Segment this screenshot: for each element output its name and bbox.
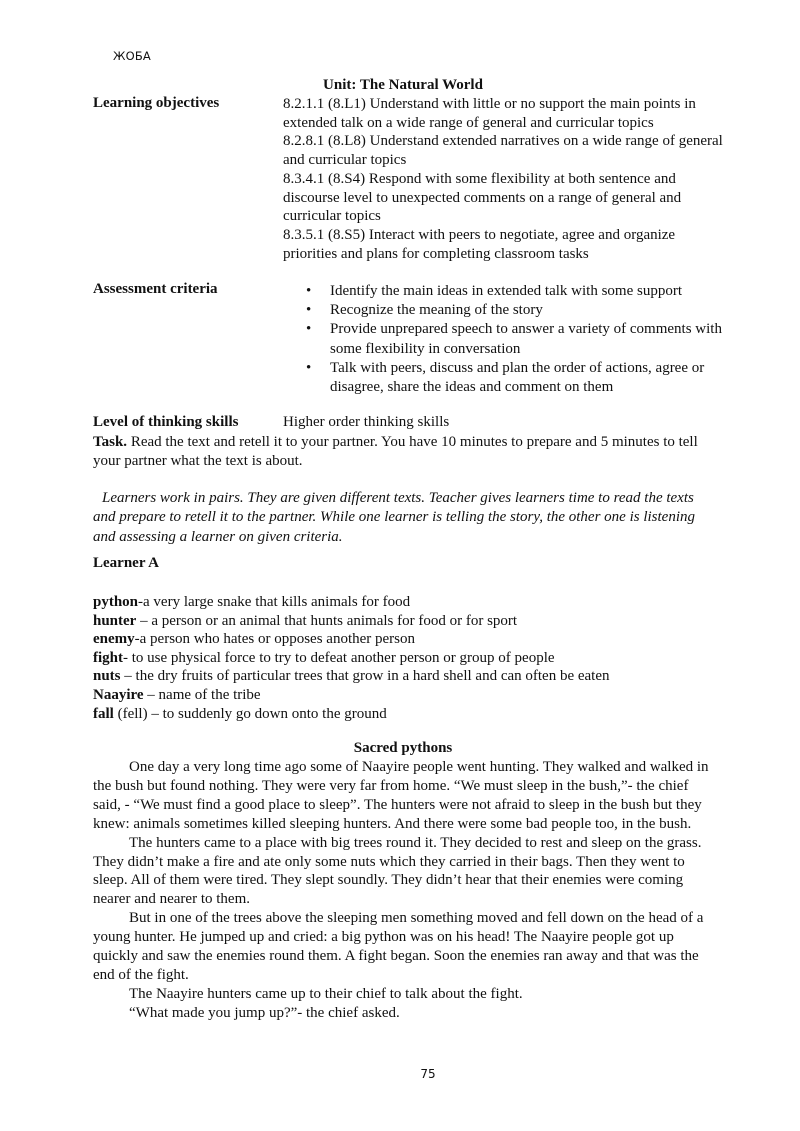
criteria-item: • Provide unprepared speech to answer a variety of comments with some flexibility in conversation bbox=[306, 320, 726, 358]
glossary-definition: – name of the tribe bbox=[143, 686, 261, 703]
glossary-item bbox=[93, 686, 713, 705]
criteria-item: • Identify the main ideas in extended talk with some support bbox=[306, 282, 726, 301]
teacher-instructions: Learners work in pairs. They are given different texts. Teacher gives learners time to read the texts and prepare to retell it to the partner. While one learner is telling the story, the other one is listening and assessing a learner on given criteria. bbox=[93, 490, 696, 545]
glossary-item bbox=[93, 630, 713, 649]
story-paragraph: The hunters came to a place with big trees round it. They decided to rest and sleep on the grass. They didn’t make a fire and ate only some nuts which they carried in their bags. Then they went to sleep. All of them were tired. They slept soundly. They didn’t hear that their enemies were coming nearer and nearer to them. bbox=[93, 834, 702, 908]
story-paragraph: One day a very long time ago some of Naayire people went hunting. They walked and walked in the bush but found nothing. They were very far from home. “We must sleep in the bush,”- the chief said, - “We must find a good place to sleep”. The hunters were not afraid to sleep in the bush but they knew: animals sometimes killed sleeping hunters. And there were some bad people too, in the bush. bbox=[93, 759, 709, 832]
glossary-term: Naayire bbox=[93, 686, 144, 703]
glossary-definition: - to use physical force to try to defeat another person or group of people bbox=[123, 649, 555, 666]
glossary-definition: -a person who hates or opposes another person bbox=[134, 631, 415, 648]
glossary-definition: – the dry fruits of particular trees that grow in a hard shell and can often be eaten bbox=[120, 668, 610, 685]
glossary-definition: -a very large snake that kills animals for food bbox=[138, 594, 411, 610]
objective-item: 8.3.4.1 (8.S4) Respond with some flexibility at both sentence and discourse level to unexpected comments on a range of general and curricular topics bbox=[283, 170, 682, 225]
glossary-term: fight bbox=[93, 649, 123, 666]
glossary-item bbox=[93, 593, 713, 612]
glossary-item bbox=[93, 667, 713, 686]
assessment-criteria-list bbox=[306, 282, 726, 397]
assessment-criteria-label: Assessment criteria bbox=[93, 281, 218, 297]
glossary-definition: (fell) – to suddenly go down onto the ground bbox=[113, 705, 387, 722]
glossary-term: fall bbox=[93, 705, 114, 722]
story-body bbox=[93, 758, 715, 1023]
glossary-item bbox=[93, 649, 713, 668]
glossary-item bbox=[93, 705, 713, 724]
objective-item: 8.2.8.1 (8.L8) Understand extended narratives on a wide range of general and curricular topics bbox=[283, 133, 723, 169]
story-title: Sacred pythons bbox=[353, 740, 453, 756]
glossary-list bbox=[93, 593, 713, 723]
thinking-skills-value: Higher order thinking skills bbox=[283, 414, 450, 430]
glossary-term: hunter bbox=[93, 612, 137, 629]
task-paragraph bbox=[93, 433, 713, 472]
task-text: Read the text and retell it to your partner. You have 10 minutes to prepare and 5 minutes to tell your partner what the text is about. bbox=[93, 434, 698, 470]
learning-objectives-list bbox=[283, 95, 723, 263]
thinking-skills-label: Level of thinking skills bbox=[93, 414, 239, 430]
story-paragraph: But in one of the trees above the sleeping men something moved and fell down on the head of a young hunter. He jumped up and cried: a big python was on his head! The Naayire people got up quickly and saw the enemies round them. A fight began. Soon the enemies ran away and that was the end of the fight. bbox=[93, 910, 704, 983]
glossary-definition: – a person or an animal that hunts animals for food or for sport bbox=[136, 612, 518, 629]
glossary-term: nuts bbox=[93, 668, 121, 685]
criteria-item: • Talk with peers, discuss and plan the order of actions, agree or disagree, share the ideas and comment on them bbox=[306, 359, 726, 397]
objective-item: 8.3.5.1 (8.S5) Interact with peers to negotiate, agree and organize priorities and plans for completing classroom tasks bbox=[283, 226, 676, 262]
story-paragraph: The Naayire hunters came up to their chief to talk about the fight. bbox=[129, 985, 523, 1002]
learning-objectives-label: Learning objectives bbox=[93, 95, 220, 111]
task-label: Task. bbox=[93, 434, 128, 450]
story-paragraph: “What made you jump up?”- the chief asked. bbox=[129, 1004, 400, 1021]
header-label: ЖОБА bbox=[113, 49, 151, 63]
page-number: 75 bbox=[420, 1067, 436, 1081]
glossary-term: enemy bbox=[93, 631, 135, 648]
glossary-item bbox=[93, 612, 713, 631]
objective-item: 8.2.1.1 (8.L1) Understand with little or no support the main points in extended talk on a wide range of general and curricular topics bbox=[283, 96, 696, 131]
glossary-term: python bbox=[93, 594, 139, 610]
unit-title: Unit: The Natural World bbox=[323, 77, 483, 93]
learner-heading: Learner A bbox=[93, 555, 159, 571]
criteria-item: • Recognize the meaning of the story bbox=[306, 301, 726, 320]
